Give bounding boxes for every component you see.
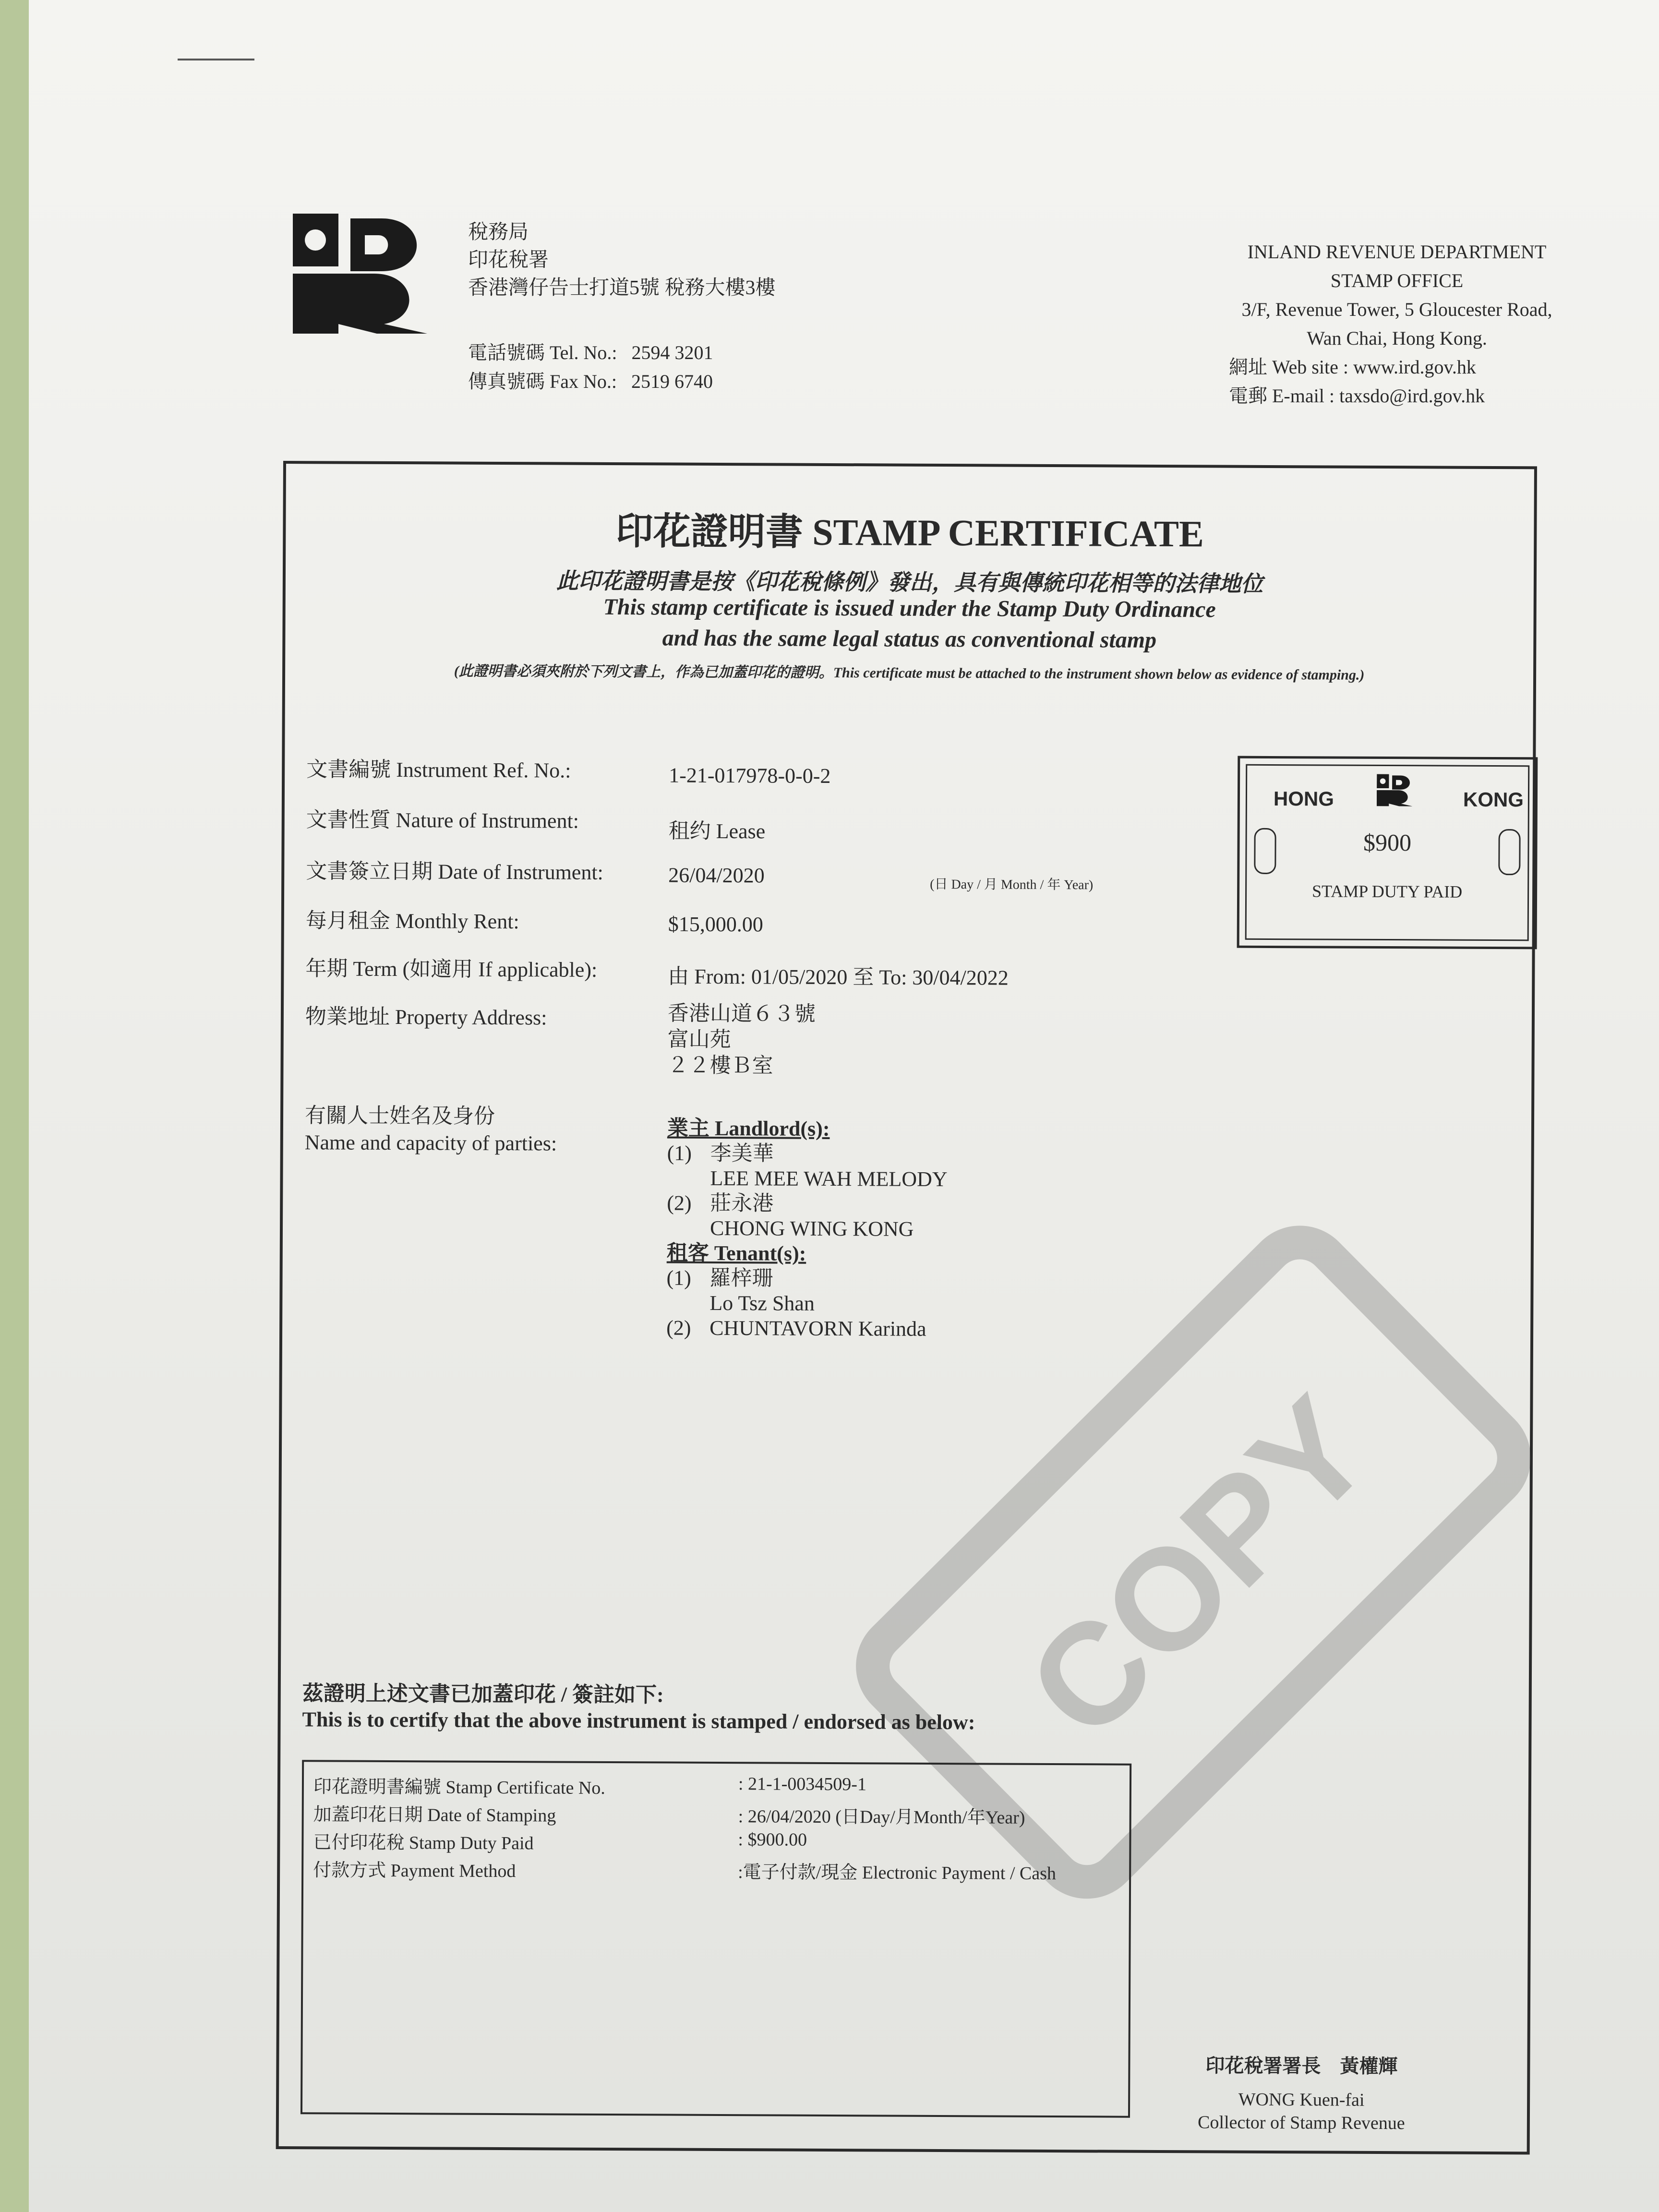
address-value bbox=[667, 1001, 816, 1079]
tenant-1-name-en: Lo Tsz Shan bbox=[709, 1291, 815, 1315]
email-link[interactable]: 電郵 E-mail : taxsdo@ird.gov.hk bbox=[1229, 385, 1485, 407]
certificate-subtitle-en-2: and has the same legal status as conventional stamp bbox=[662, 625, 1157, 653]
date-value: 26/04/2020 bbox=[668, 863, 765, 888]
dept-en: INLAND REVENUE DEPARTMENT bbox=[1247, 241, 1547, 263]
landlord-1-name-zh: 李美華 bbox=[710, 1141, 774, 1166]
ird-logo-icon bbox=[293, 214, 437, 334]
certificate-subtitle-en-1: This stamp certificate is issued under the Stamp Duty Ordinance bbox=[603, 594, 1216, 623]
certificate-title: 印花證明書 STAMP CERTIFICATE bbox=[615, 510, 1204, 555]
document-page bbox=[29, 0, 1659, 2212]
cert-no-label: 印花證明書編號 Stamp Certificate No. bbox=[313, 1777, 605, 1798]
parties-label-zh: 有關人士姓名及身份 bbox=[304, 1104, 495, 1128]
address-en-1: 3/F, Revenue Tower, 5 Gloucester Road, bbox=[1241, 299, 1552, 320]
tenant-1-name-zh: 羅梓珊 bbox=[709, 1266, 773, 1290]
tel-row bbox=[468, 338, 713, 367]
collector-name-zh: 印花稅署署長 黃權輝 bbox=[1205, 2055, 1398, 2078]
certificate-subtitle-zh: 此印花證明書是按《印花稅條例》發出，具有與傳統印花相等的法律地位 bbox=[556, 568, 1263, 596]
divider-mark bbox=[178, 59, 254, 60]
landlord-heading: 業主 Landlord(s): bbox=[667, 1116, 830, 1141]
payment-method-value: :電子付款/現金 Electronic Payment / Cash bbox=[738, 1862, 1057, 1884]
tel-value: 2594 3201 bbox=[631, 342, 713, 363]
address-line-1: 香港山道６３號 bbox=[667, 1001, 816, 1026]
tenant-1-number: (1) bbox=[666, 1266, 692, 1290]
website-link[interactable]: 網址 Web site : www.ird.gov.hk bbox=[1229, 356, 1476, 378]
landlord-2-name-zh: 莊永港 bbox=[710, 1191, 774, 1215]
office-zh: 印花稅署 bbox=[468, 249, 549, 271]
stamping-date-label: 加蓋印花日期 Date of Stamping bbox=[313, 1804, 556, 1826]
watermark-text: COPY bbox=[997, 1367, 1401, 1769]
parties-label-en: Name and capacity of parties: bbox=[304, 1130, 557, 1155]
header-zh-block bbox=[468, 218, 776, 302]
stamp-certificate bbox=[276, 461, 1537, 2154]
rent-value: $15,000.00 bbox=[668, 912, 763, 937]
stamping-date-value: : 26/04/2020 (日Day/月Month/年Year) bbox=[738, 1806, 1025, 1828]
certify-statement-en: This is to certify that the above instrument is stamped / endorsed as below: bbox=[302, 1707, 975, 1734]
tenant-2-row bbox=[666, 1316, 947, 1342]
tenant-2-number: (2) bbox=[666, 1316, 691, 1340]
collector-signature-block bbox=[1133, 2054, 1470, 2135]
landlord-1-zh-row bbox=[667, 1141, 948, 1167]
date-format-hint: (日 Day / 月 Month / 年 Year) bbox=[930, 877, 1094, 893]
term-label: 年期 Term (如適用 If applicable): bbox=[305, 957, 598, 982]
landlord-1-number: (1) bbox=[667, 1141, 692, 1165]
dept-zh: 稅務局 bbox=[468, 221, 529, 243]
office-en: STAMP OFFICE bbox=[1330, 270, 1464, 291]
certificate-note: (此證明書必須夾附於下列文書上，作為已加蓋印花的證明。This certificate must be attached to the instrument shown below as evidence of stamping.) bbox=[454, 663, 1365, 683]
cert-no-value: : 21-1-0034509-1 bbox=[738, 1774, 867, 1795]
landlord-2-name-en: CHONG WING KONG bbox=[709, 1216, 914, 1241]
address-en-2: Wan Chai, Hong Kong. bbox=[1307, 327, 1487, 349]
date-label: 文書簽立日期 Date of Instrument: bbox=[306, 859, 603, 884]
collector-title: Collector of Stamp Revenue bbox=[1198, 2112, 1405, 2134]
duty-paid-value: : $900.00 bbox=[738, 1829, 807, 1850]
stamp-duty-paid-label: STAMP DUTY PAID bbox=[1311, 881, 1463, 902]
tenant-heading: 租客 Tenant(s): bbox=[666, 1241, 806, 1265]
duty-paid-label: 已付印花稅 Stamp Duty Paid bbox=[313, 1832, 534, 1854]
tel-label: 電話號碼 Tel. No.: bbox=[468, 342, 617, 363]
tenant-1-zh-row bbox=[666, 1266, 947, 1292]
address-line-3: ２２樓Ｂ室 bbox=[667, 1053, 773, 1078]
address-zh: 香港灣仔告士打道5號 稅務大樓3樓 bbox=[468, 277, 776, 299]
fax-label: 傳真號碼 Fax No.: bbox=[468, 371, 617, 392]
web-email-block bbox=[1229, 353, 1485, 410]
stamp-kong: KONG bbox=[1463, 788, 1524, 811]
address-line-2: 富山苑 bbox=[667, 1027, 731, 1052]
term-value: 由 From: 01/05/2020 至 To: 30/04/2022 bbox=[668, 964, 1009, 990]
ref-value: 1-21-017978-0-0-2 bbox=[669, 763, 831, 788]
nature-label: 文書性質 Nature of Instrument: bbox=[306, 808, 579, 833]
collector-name-en: WONG Kuen-fai bbox=[1238, 2089, 1365, 2110]
contact-block bbox=[468, 338, 713, 396]
stamp-side-ornament-right bbox=[1498, 829, 1520, 875]
stamp-amount: $900 bbox=[1363, 829, 1412, 856]
tenant-2-name-en: CHUNTAVORN Karinda bbox=[709, 1316, 926, 1341]
landlord-1-name-en: LEE MEE WAH MELODY bbox=[710, 1166, 948, 1191]
parties-label bbox=[305, 1102, 557, 1157]
certify-statement-zh: 茲證明上述文書已加蓋印花 / 簽註如下: bbox=[302, 1682, 664, 1707]
landlord-2-number: (2) bbox=[667, 1191, 692, 1215]
stamp-hong: HONG bbox=[1273, 787, 1334, 810]
duty-paid-stamp bbox=[1237, 756, 1538, 950]
stamp-ird-logo-icon bbox=[1377, 773, 1415, 807]
rent-label: 每月租金 Monthly Rent: bbox=[305, 909, 519, 934]
header-en-block bbox=[1176, 238, 1618, 353]
fax-row bbox=[468, 367, 713, 396]
endorsement-box bbox=[301, 1760, 1131, 2118]
stamp-inner-border bbox=[1245, 764, 1530, 941]
address-label: 物業地址 Property Address: bbox=[305, 1005, 547, 1030]
nature-value: 租约 Lease bbox=[668, 819, 766, 843]
ref-label: 文書編號 Instrument Ref. No.: bbox=[306, 757, 571, 782]
fax-value: 2519 6740 bbox=[631, 371, 713, 392]
parties-list bbox=[666, 1116, 948, 1342]
stamp-side-ornament-left bbox=[1254, 828, 1276, 874]
landlord-2-zh-row bbox=[667, 1191, 947, 1217]
payment-method-label: 付款方式 Payment Method bbox=[313, 1860, 516, 1882]
